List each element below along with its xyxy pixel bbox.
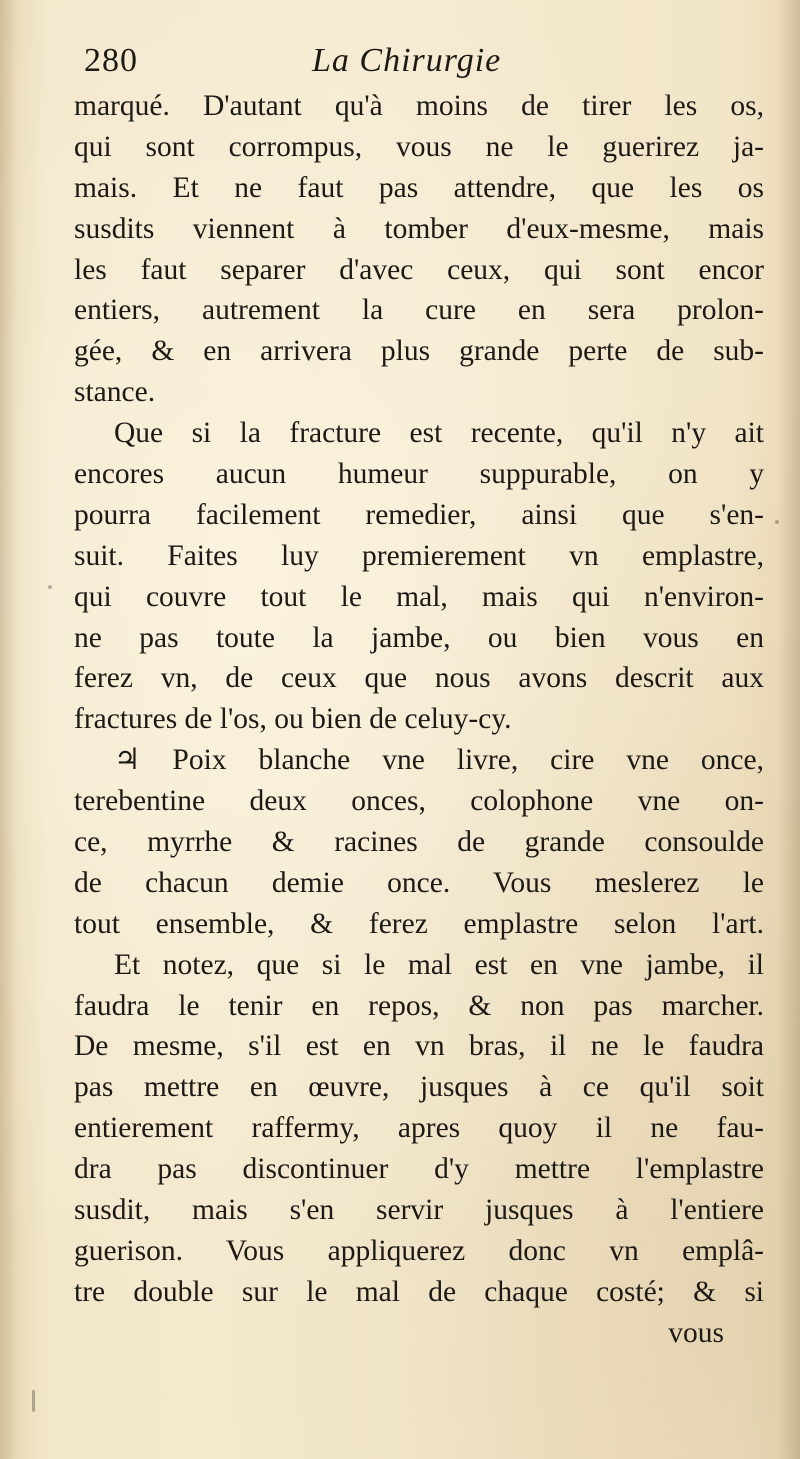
- text-line: marqué. D'autant qu'à moins de tirer les os,: [74, 90, 764, 122]
- text-line: ne pas toute la jambe, ou bien vous en: [74, 621, 764, 654]
- ink-fleck: [48, 585, 52, 589]
- left-page-shadow: [0, 0, 18, 1459]
- text-line: susdits viennent à tomber d'eux-mesme, mais: [74, 212, 764, 245]
- text-line: De mesme, s'il est en vn bras, il ne le faudra: [74, 1030, 764, 1063]
- ink-fleck: [32, 1390, 35, 1412]
- text-line: mais. Et ne faut pas attendre, que les os: [74, 171, 764, 204]
- text-line: faudra le tenir en repos, & non pas marcher.: [74, 989, 764, 1022]
- text-line: qui couvre tout le mal, mais qui n'environ-: [74, 580, 764, 613]
- text-line: entiers, autrement la cure en sera prolon-: [74, 294, 764, 327]
- text-line: Et notez, que si le mal est en vne jambe, il: [114, 948, 764, 981]
- ink-fleck: [775, 520, 779, 524]
- text-line: pourra facilement remedier, ainsi que s'en-: [74, 498, 764, 531]
- text-line: les faut separer d'avec ceux, qui sont encor: [74, 253, 764, 286]
- text-line: qui sont corrompus, vous ne le guerirez ja-: [74, 130, 764, 163]
- body-text: [74, 86, 764, 1354]
- text-line: gée, & en arrivera plus grande perte de sub-: [74, 335, 764, 368]
- recipe-line: ♃ Poix blanche vne livre, cire vne once,: [114, 744, 764, 777]
- catchword: vous: [668, 1316, 724, 1349]
- page-number: 280: [84, 42, 138, 79]
- text-line: terebentine deux onces, colophone vne on-: [74, 785, 764, 818]
- text-line: fractures de l'os, ou bien de celuy-cy.: [74, 703, 512, 736]
- text-line: pas mettre en œuvre, jusques à ce qu'il soit: [74, 1071, 764, 1104]
- text-line: guerison. Vous appliquerez donc vn emplâ-: [74, 1234, 764, 1267]
- text-line: tre double sur le mal de chaque costé; & si: [74, 1275, 764, 1308]
- text-line: ce, myrrhe & racines de grande consoulde: [74, 826, 764, 859]
- text-line: tout ensemble, & ferez emplastre selon l'art.: [74, 907, 764, 940]
- running-head: La Chirurgie: [312, 42, 502, 79]
- text-line: ferez vn, de ceux que nous avons descrit aux: [74, 662, 764, 695]
- text-line: de chacun demie once. Vous meslerez le: [74, 866, 764, 899]
- text-line: encores aucun humeur suppurable, on y: [74, 458, 764, 491]
- text-line: susdit, mais s'en servir jusques à l'entiere: [74, 1194, 764, 1227]
- right-page-shadow: [778, 0, 800, 1459]
- text-line: dra pas discontinuer d'y mettre l'emplastre: [74, 1153, 764, 1186]
- text-line: suit. Faites luy premierement vn emplastre,: [74, 539, 764, 572]
- text-line: entierement raffermy, apres quoy il ne fau-: [74, 1112, 764, 1145]
- text-line: Que si la fracture est recente, qu'il n'y ait: [114, 417, 764, 450]
- text-line: stance.: [74, 376, 156, 409]
- page-header: [80, 42, 760, 92]
